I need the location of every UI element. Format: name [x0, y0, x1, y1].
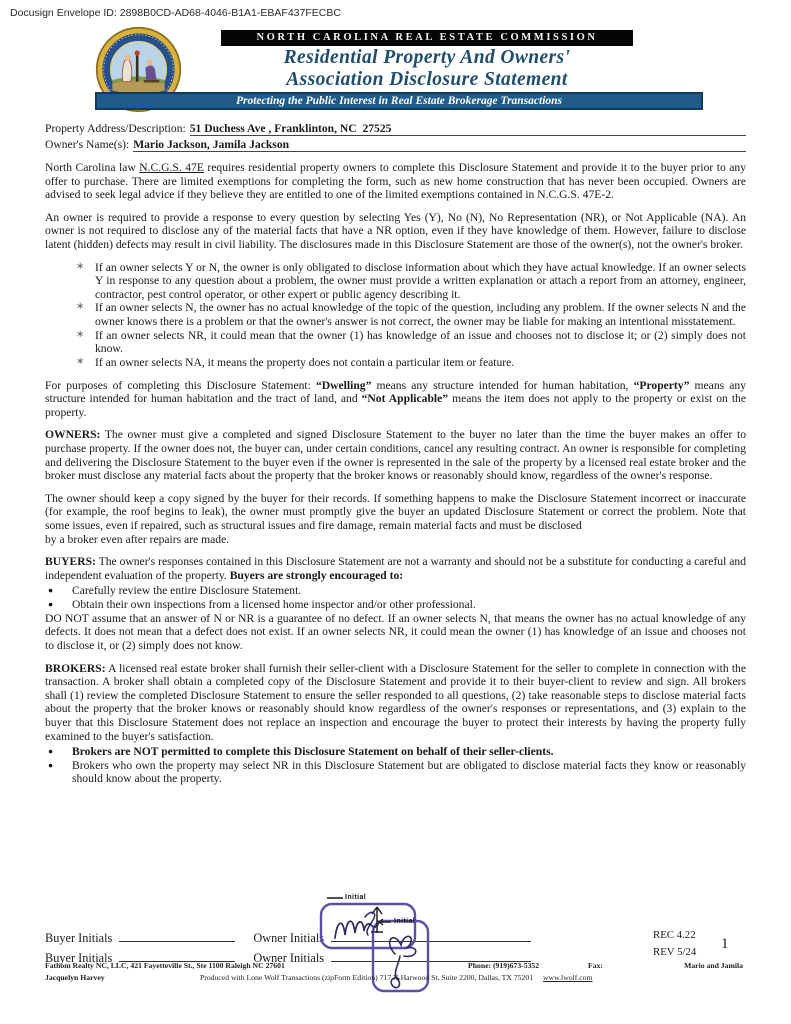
owner-initials-label: Owner Initials	[253, 951, 325, 965]
list-item: ● Brokers who own the property may select NR in this Disclosure Statement but are obligated to disclose material facts they know or reasonably should know about the property.	[45, 759, 746, 786]
paragraph-brokers: BROKERS: A licensed real estate broker shall furnish their seller-client with a Disclosure Statement for the seller to complete in connection with the transaction. A broker shall obtain a completed copy of the Disclosure Statement and provide it to their buyer-client to review and sign. All brokers shall (1) review the completed Disclosure Statement to ensure the seller responded to all questions, (2) take reasonable steps to disclose material facts about the property that the broker knows or reasonably should know regardless of the owner's responses or representations, and (3) explain to the buyer that this Disclosure Statement does not replace an inspection and encourage the buyer to protect their interests by having the property fully examined to the buyer's satisfaction.	[45, 661, 746, 743]
document-title-line2: Association Disclosure Statement	[286, 69, 568, 90]
docusign-initial-tag[interactable]: Initial	[345, 894, 367, 901]
docusign-initial-tag[interactable]: Initial	[394, 918, 416, 925]
lwolf-link[interactable]: www.lwolf.com	[542, 973, 593, 982]
property-address-value[interactable]: 51 Duchess Ave , Franklinton, NC 27525	[190, 123, 746, 136]
paragraph-do-not: DO NOT assume that an answer of N or NR is a guarantee of no defect. If an owner selects N, that means the owner has no actual knowledge of any defects. It does not mean that a defect does not exist. If an owner selects NR, it could mean the owner (1) has knowledge of an issue and chooses not to disclose it, or (2) simply does not know.	[45, 611, 746, 652]
list-item: ● Brokers are NOT permitted to complete this Disclosure Statement on behalf of their seller-clients.	[45, 745, 746, 759]
list-item: ∗ If an owner selects Y or N, the owner is only obligated to disclose information about which they have actual knowledge. If an owner selects Y in response to any question about a problem, the owner must provide a written explanation or attach a report from an attorney, engineer, contractor, pest control operator, or other expert or public agency describing it.	[45, 261, 746, 302]
commission-bar-title: NORTH CAROLINA REAL ESTATE COMMISSION	[221, 30, 633, 46]
bullet-list-buyers	[45, 584, 746, 611]
list-item: ∗ If an owner selects NA, it means the property does not contain a particular item or feature.	[45, 356, 746, 370]
paragraph-buyers: BUYERS: The owner's responses contained in this Disclosure Statement are not a warranty and should not be a substitute for conducting a careful and independent evaluation of the property. Buyers are strongly encouraged to:	[45, 555, 746, 582]
owner-initials-label: Owner Initials	[253, 931, 325, 945]
bullet-list-owner-selections	[45, 261, 746, 370]
paragraph-keep-copy: The owner should keep a copy signed by the buyer for their records. If something happens to make the Disclosure Statement incorrect or inaccurate (for example, the roof begins to leak), the owner must promptly give the buyer an updated Disclosure Statement or correct the problem. Note that some issues, even if repaired, such as structural issues and fire damage, remain material facts and must be disclosed by a broker even after repairs are made.	[45, 491, 746, 546]
list-item: ∗ If an owner selects NR, it could mean that the owner (1) has knowledge of an issue and chooses not to disclose it; or (2) simply does not know.	[45, 329, 746, 356]
page-number: 1	[721, 936, 729, 952]
tagline-banner: Protecting the Public Interest in Real Estate Brokerage Transactions	[95, 92, 703, 110]
owner-name-label: Owner's Name(s):	[45, 138, 130, 152]
owner-name-value[interactable]: Mario Jackson, Jamila Jackson	[133, 139, 746, 152]
rec-version-label: REC 4.22	[653, 929, 696, 941]
owner-initials-field[interactable]	[331, 929, 531, 942]
footer-phone: Phone: (919)673-5352	[468, 961, 540, 970]
footer-produced-text: Produced with Lone Wolf Transactions (zipForm Edition) 717 N Harwood St, Suite 2200, Dallas, TX 75201	[200, 973, 534, 982]
docusign-envelope-id: Docusign Envelope ID: 2898B0CD-AD68-4046-B1A1-EBAF437FECBC	[10, 7, 341, 19]
list-item: ∗ If an owner selects N, the owner has no actual knowledge of the topic of the question, including any problem. If the owner selects N and the owner knows there is a problem or that the owner's answer is not correct, the owner may be liable for making an intentional misstatement.	[45, 301, 746, 328]
signed-initials-overlay	[313, 891, 443, 1003]
paragraph-intro: North Carolina law N.C.G.S. 47E requires residential property owners to complete this Disclosure Statement and provide it to the buyer prior to any offer to purchase. There are limited exemptions for completing the form, such as new home construction that has never been occupied. Owners are advised to seek legal advice if they believe they are entitled to one of the limited exemptions contained in N.C.G.S. 47E-2.	[45, 161, 746, 202]
paragraph-owners: OWNERS: The owner must give a completed and signed Disclosure Statement to the buyer no later than the time the buyer makes an offer to purchase property. If the owner does not, the buyer can, under certain conditions, cancel any resulting contract. An owner is responsible for completing and delivering the Disclosure Statement to the buyer even if the owner is represented in the sale of the property by a licensed real estate broker and the broker must disclose any material facts about the property that the broker knows or reasonably should know, regardless of the owner's response.	[45, 428, 746, 483]
bullet-list-brokers	[45, 745, 746, 786]
footer-agent: Jacquelyn Harvey	[45, 973, 105, 982]
document-title-line1: Residential Property And Owners'	[283, 47, 571, 68]
footer-fax: Fax:	[588, 961, 603, 970]
list-item: ● Obtain their own inspections from a licensed home inspector and/or other professional.	[45, 598, 746, 612]
paragraph-purposes: For purposes of completing this Disclosure Statement: “Dwelling” means any structure intended for human habitation, “Property” means any structure intended for human habitation and the tract of land, and “Not Applicable” means the item does not apply to the property or exist on the property.	[45, 378, 747, 419]
property-address-label: Property Address/Description:	[45, 122, 186, 136]
list-item: ● Carefully review the entire Disclosure Statement.	[45, 584, 746, 598]
buyer-initials-label: Buyer Initials	[45, 931, 113, 945]
owner-name-row	[45, 136, 746, 152]
footer-produced-by	[200, 973, 592, 982]
rev-version-label: REV 5/24	[653, 946, 697, 958]
footer-client-names: Mario and Jamila	[684, 961, 743, 970]
document-body	[45, 120, 746, 786]
buyer-initials-field[interactable]	[119, 929, 235, 942]
paragraph-responses: An owner is required to provide a response to every question by selecting Yes (Y), No (N), No Representation (NR), or Not Applicable (NA). An owner is not required to disclose any of the material facts that have a NR option, even if they have knowledge of them. However, failure to disclose latent (hidden) defects may result in civil liability. The disclosures made in this Disclosure Statement are those of the owner(s), not the owner's broker.	[45, 210, 746, 252]
buyer-initials-label: Buyer Initials	[45, 951, 113, 965]
footer-company: Fathom Realty NC, LLC, 421 Fayetteville St., Ste 1100 Raleigh NC 27601	[45, 961, 285, 970]
property-address-row	[45, 120, 746, 136]
initials-row-1	[45, 929, 531, 946]
